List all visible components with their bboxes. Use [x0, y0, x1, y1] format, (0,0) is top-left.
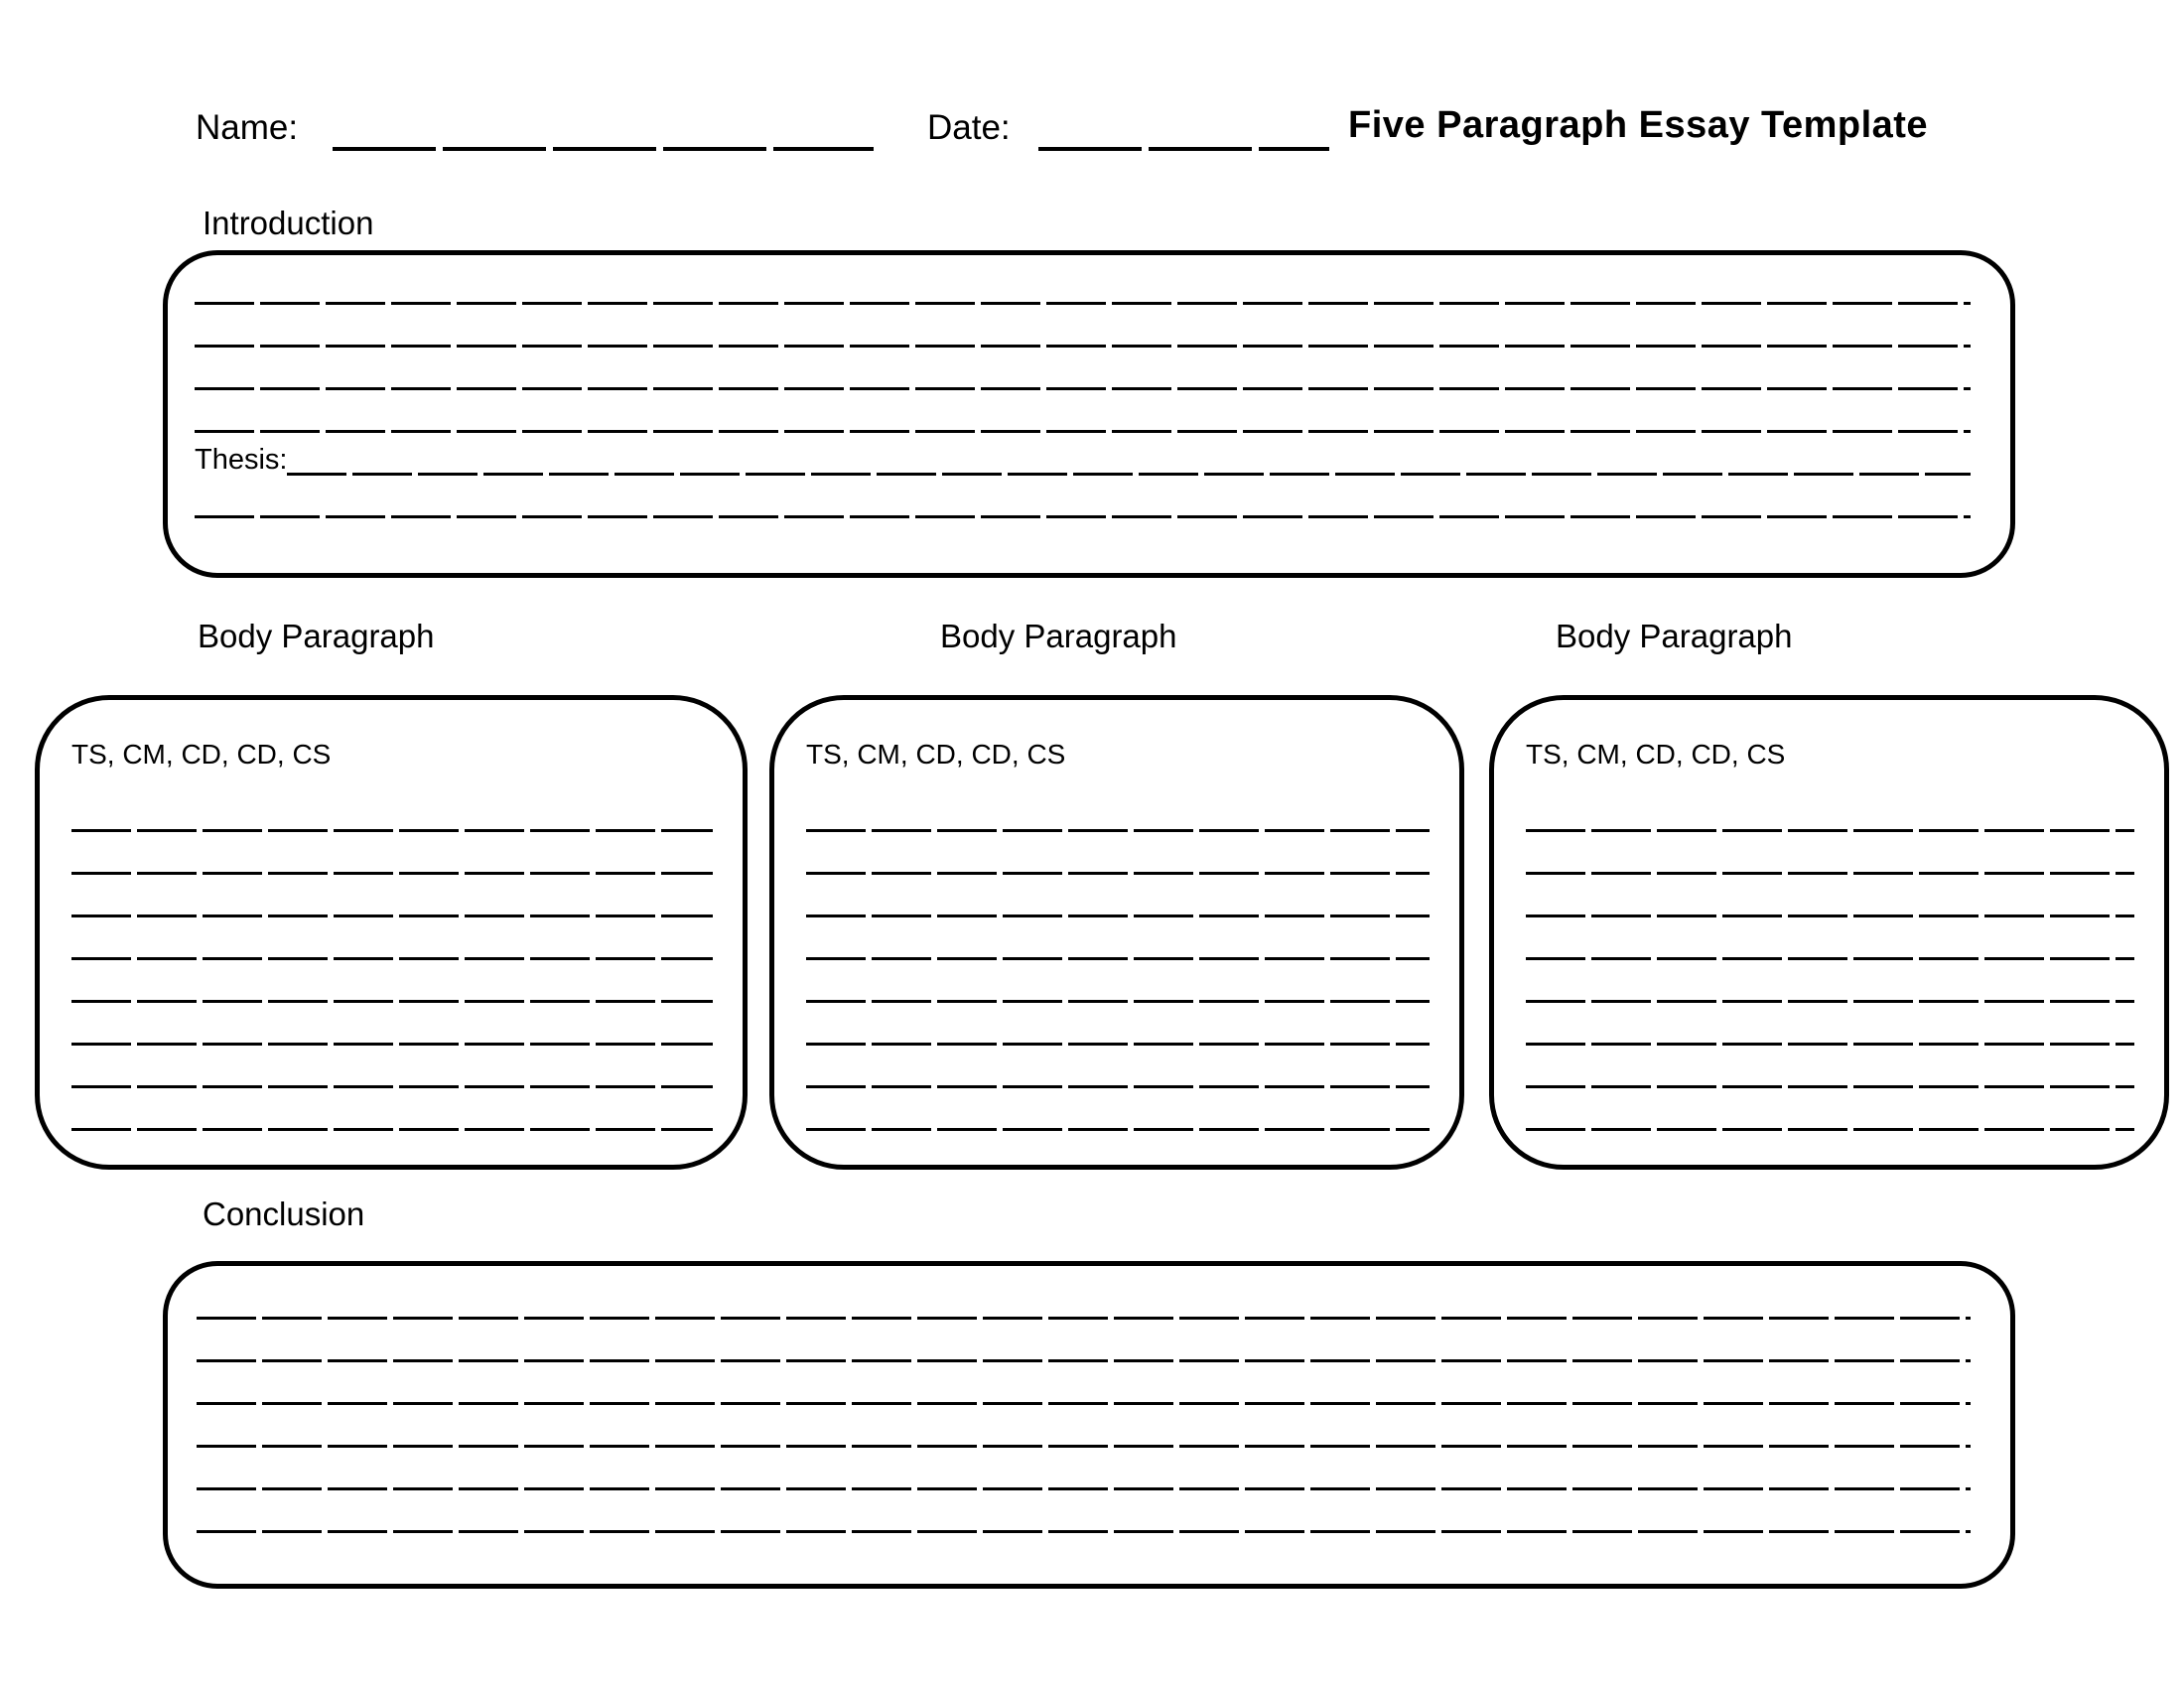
writing-line [197, 1490, 1971, 1533]
writing-line [806, 789, 1430, 832]
thesis-label: Thesis: [195, 443, 288, 476]
writing-line [197, 1405, 1971, 1448]
writing-line [806, 917, 1430, 960]
writing-line [71, 917, 713, 960]
writing-line [806, 960, 1430, 1003]
thesis-row [195, 433, 1971, 476]
thesis-blank-line [287, 433, 1971, 476]
structure-hint: TS, CM, CD, CD, CS [806, 739, 1066, 770]
writing-line [195, 348, 1971, 390]
writing-line [197, 1448, 1971, 1490]
writing-line [806, 1088, 1430, 1131]
structure-hint: TS, CM, CD, CD, CS [1526, 739, 1786, 770]
writing-line [1526, 1088, 2134, 1131]
writing-line [806, 875, 1430, 917]
conclusion-box [163, 1261, 2015, 1589]
date-label: Date: [927, 108, 1011, 147]
writing-line [71, 1046, 713, 1088]
writing-line [1526, 1003, 2134, 1046]
body-paragraph-3-box [1489, 695, 2169, 1170]
conclusion-section-label: Conclusion [203, 1196, 365, 1232]
body-paragraph-1-label: Body Paragraph [198, 618, 435, 654]
body-paragraph-2-lines [806, 789, 1430, 1131]
writing-line [195, 262, 1971, 305]
writing-line [71, 1088, 713, 1131]
body-paragraph-1-box [35, 695, 748, 1170]
writing-line [71, 875, 713, 917]
writing-line [1526, 960, 2134, 1003]
name-blank-line [333, 147, 874, 151]
writing-line [195, 305, 1971, 348]
introduction-section-label: Introduction [203, 205, 374, 241]
writing-line [806, 1046, 1430, 1088]
date-blank-line [1038, 147, 1329, 151]
body-paragraph-3-lines [1526, 789, 2134, 1131]
writing-line [806, 1003, 1430, 1046]
writing-line [195, 390, 1971, 433]
body-paragraph-1-lines [71, 789, 713, 1131]
body-paragraph-2-box [769, 695, 1464, 1170]
introduction-lines [195, 476, 1971, 518]
writing-line [806, 832, 1430, 875]
introduction-lines [195, 262, 1971, 433]
writing-line [1526, 917, 2134, 960]
conclusion-lines [197, 1277, 1971, 1533]
body-paragraph-2-label: Body Paragraph [940, 618, 1177, 654]
name-label: Name: [196, 108, 299, 147]
writing-line [1526, 832, 2134, 875]
writing-line [1526, 875, 2134, 917]
writing-line [71, 832, 713, 875]
introduction-box [163, 250, 2015, 578]
writing-line [1526, 789, 2134, 832]
body-paragraph-3-label: Body Paragraph [1556, 618, 1793, 654]
page-title: Five Paragraph Essay Template [1348, 104, 1929, 146]
structure-hint: TS, CM, CD, CD, CS [71, 739, 332, 770]
writing-line [71, 1003, 713, 1046]
writing-line [195, 476, 1971, 518]
writing-line [197, 1320, 1971, 1362]
writing-line [197, 1277, 1971, 1320]
writing-line [1526, 1046, 2134, 1088]
writing-line [197, 1362, 1971, 1405]
writing-line [71, 789, 713, 832]
writing-line [71, 960, 713, 1003]
